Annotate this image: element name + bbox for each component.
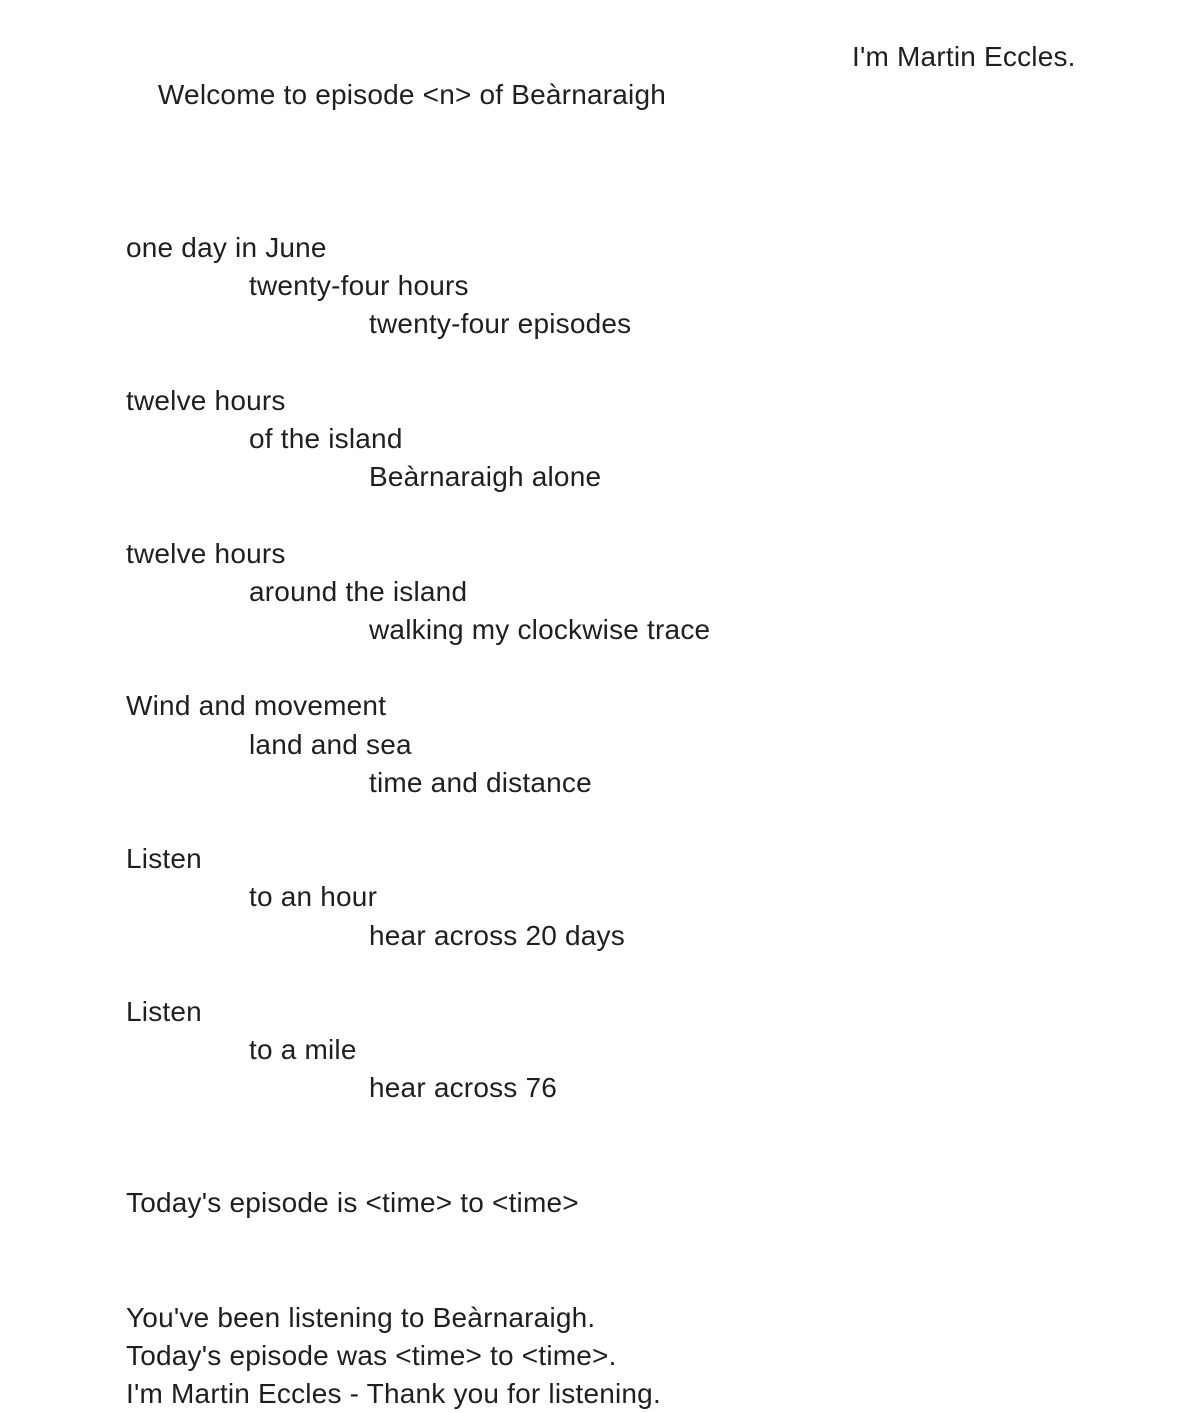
outro-line: I'm Martin Eccles - Thank you for listening. (126, 1377, 661, 1409)
stanza-line: twelve hours (126, 537, 286, 569)
stanza-line: hear across 20 days (369, 919, 625, 951)
stanza-line: one day in June (126, 232, 327, 263)
stanza-line: Beàrnaraigh alone (369, 461, 602, 493)
stanza-line: twenty-four hours (249, 270, 469, 302)
stanza-one-day (126, 229, 1159, 344)
stanza-line: to an hour (249, 881, 378, 913)
stanza-line: of the island (249, 423, 403, 454)
stanza-listen-hour (126, 840, 1159, 955)
stanza-line: time and distance (369, 766, 592, 798)
intro-line (126, 38, 1159, 191)
stanza-line: Wind and movement (126, 690, 387, 722)
stanza-twelve-hours-around (126, 535, 1159, 650)
outro-block (126, 1299, 1159, 1413)
stanza-line: land and sea (249, 728, 412, 760)
stanza-line: walking my clockwise trace (369, 614, 711, 645)
host-name-text: I'm Martin Eccles. (852, 41, 1076, 72)
stanza-twelve-hours-of (126, 382, 1159, 497)
stanza-line: hear across 76 (369, 1072, 558, 1104)
welcome-text: Welcome to episode <n> of Beàrnaraigh (157, 79, 667, 111)
outro-line: You've been listening to Beàrnaraigh. (126, 1301, 596, 1333)
episode-time-line: Today's episode is <time> to <time> (126, 1186, 579, 1218)
stanza-line: Listen (126, 995, 202, 1027)
stanza-line: around the island (249, 575, 468, 607)
stanza-line: twelve hours (126, 384, 286, 416)
stanza-line: Listen (126, 843, 202, 875)
outro-line: Today's episode was <time> to <time>. (126, 1339, 617, 1371)
stanza-line: twenty-four episodes (369, 308, 632, 340)
stanza-line: to a mile (249, 1034, 357, 1066)
stanza-wind-and-movement (126, 687, 1159, 802)
stanza-listen-mile (126, 993, 1159, 1108)
